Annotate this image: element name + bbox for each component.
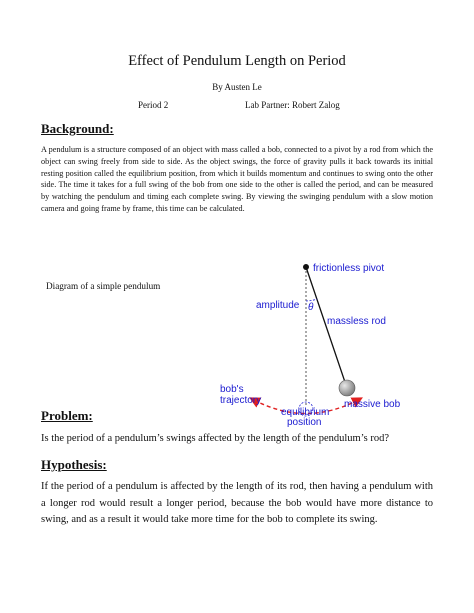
hypothesis-paragraph: If the period of a pendulum is affected by the length of its rod, then having a pendulum with a longer rod would result a longer period, because the bob would have more distance to swing, and as a result it would take more time for the bob to complete its swing. bbox=[41, 481, 433, 526]
hypothesis-heading: Hypothesis: bbox=[41, 457, 107, 472]
problem-heading: Problem: bbox=[41, 408, 93, 423]
lab-partner-label: Lab Partner: Robert Zalog bbox=[245, 100, 340, 110]
label-rod: massless rod bbox=[327, 316, 386, 327]
pivot-point bbox=[303, 264, 309, 270]
massless-rod bbox=[306, 267, 347, 388]
angle-arc bbox=[306, 299, 317, 301]
label-trajectory-1: bob's bbox=[220, 384, 244, 395]
period-label: Period 2 bbox=[138, 100, 169, 110]
label-equilibrium-2: position bbox=[287, 417, 322, 428]
pendulum-diagram bbox=[210, 255, 460, 435]
label-equilibrium-1: equilibrium bbox=[281, 407, 330, 418]
label-theta: θ bbox=[308, 302, 314, 313]
diagram-caption: Diagram of a simple pendulum bbox=[46, 281, 161, 291]
author-line: By Austen Le bbox=[212, 82, 262, 92]
label-bob: massive bob bbox=[344, 399, 401, 410]
label-trajectory-2: trajectory bbox=[220, 395, 262, 406]
background-heading: Background: bbox=[41, 121, 114, 136]
problem-paragraph: Is the period of a pendulum’s swings affected by the length of the pendulum’s rod? bbox=[41, 433, 389, 444]
massive-bob bbox=[339, 380, 355, 396]
document-title: Effect of Pendulum Length on Period bbox=[128, 53, 346, 69]
label-pivot: frictionless pivot bbox=[313, 263, 385, 274]
label-amplitude: amplitude bbox=[256, 300, 300, 311]
background-paragraph: A pendulum is a structure composed of an object with mass called a bob, connected to a pivot by a rod from which the object can swing freely from side to side. As the object swings, the force of gravity pulls it back towards its initial resting position called the equilibrium position, from which it builds momentum and continues to swing onto the other side. The time it takes for a full swing of the bob from one side to the other is called the period, and can be measured by watching the pendulum and timing each complete swing. By viewing the swinging pendulum with a slow motion camera and going frame by frame, this time can be calculated. bbox=[41, 145, 433, 213]
